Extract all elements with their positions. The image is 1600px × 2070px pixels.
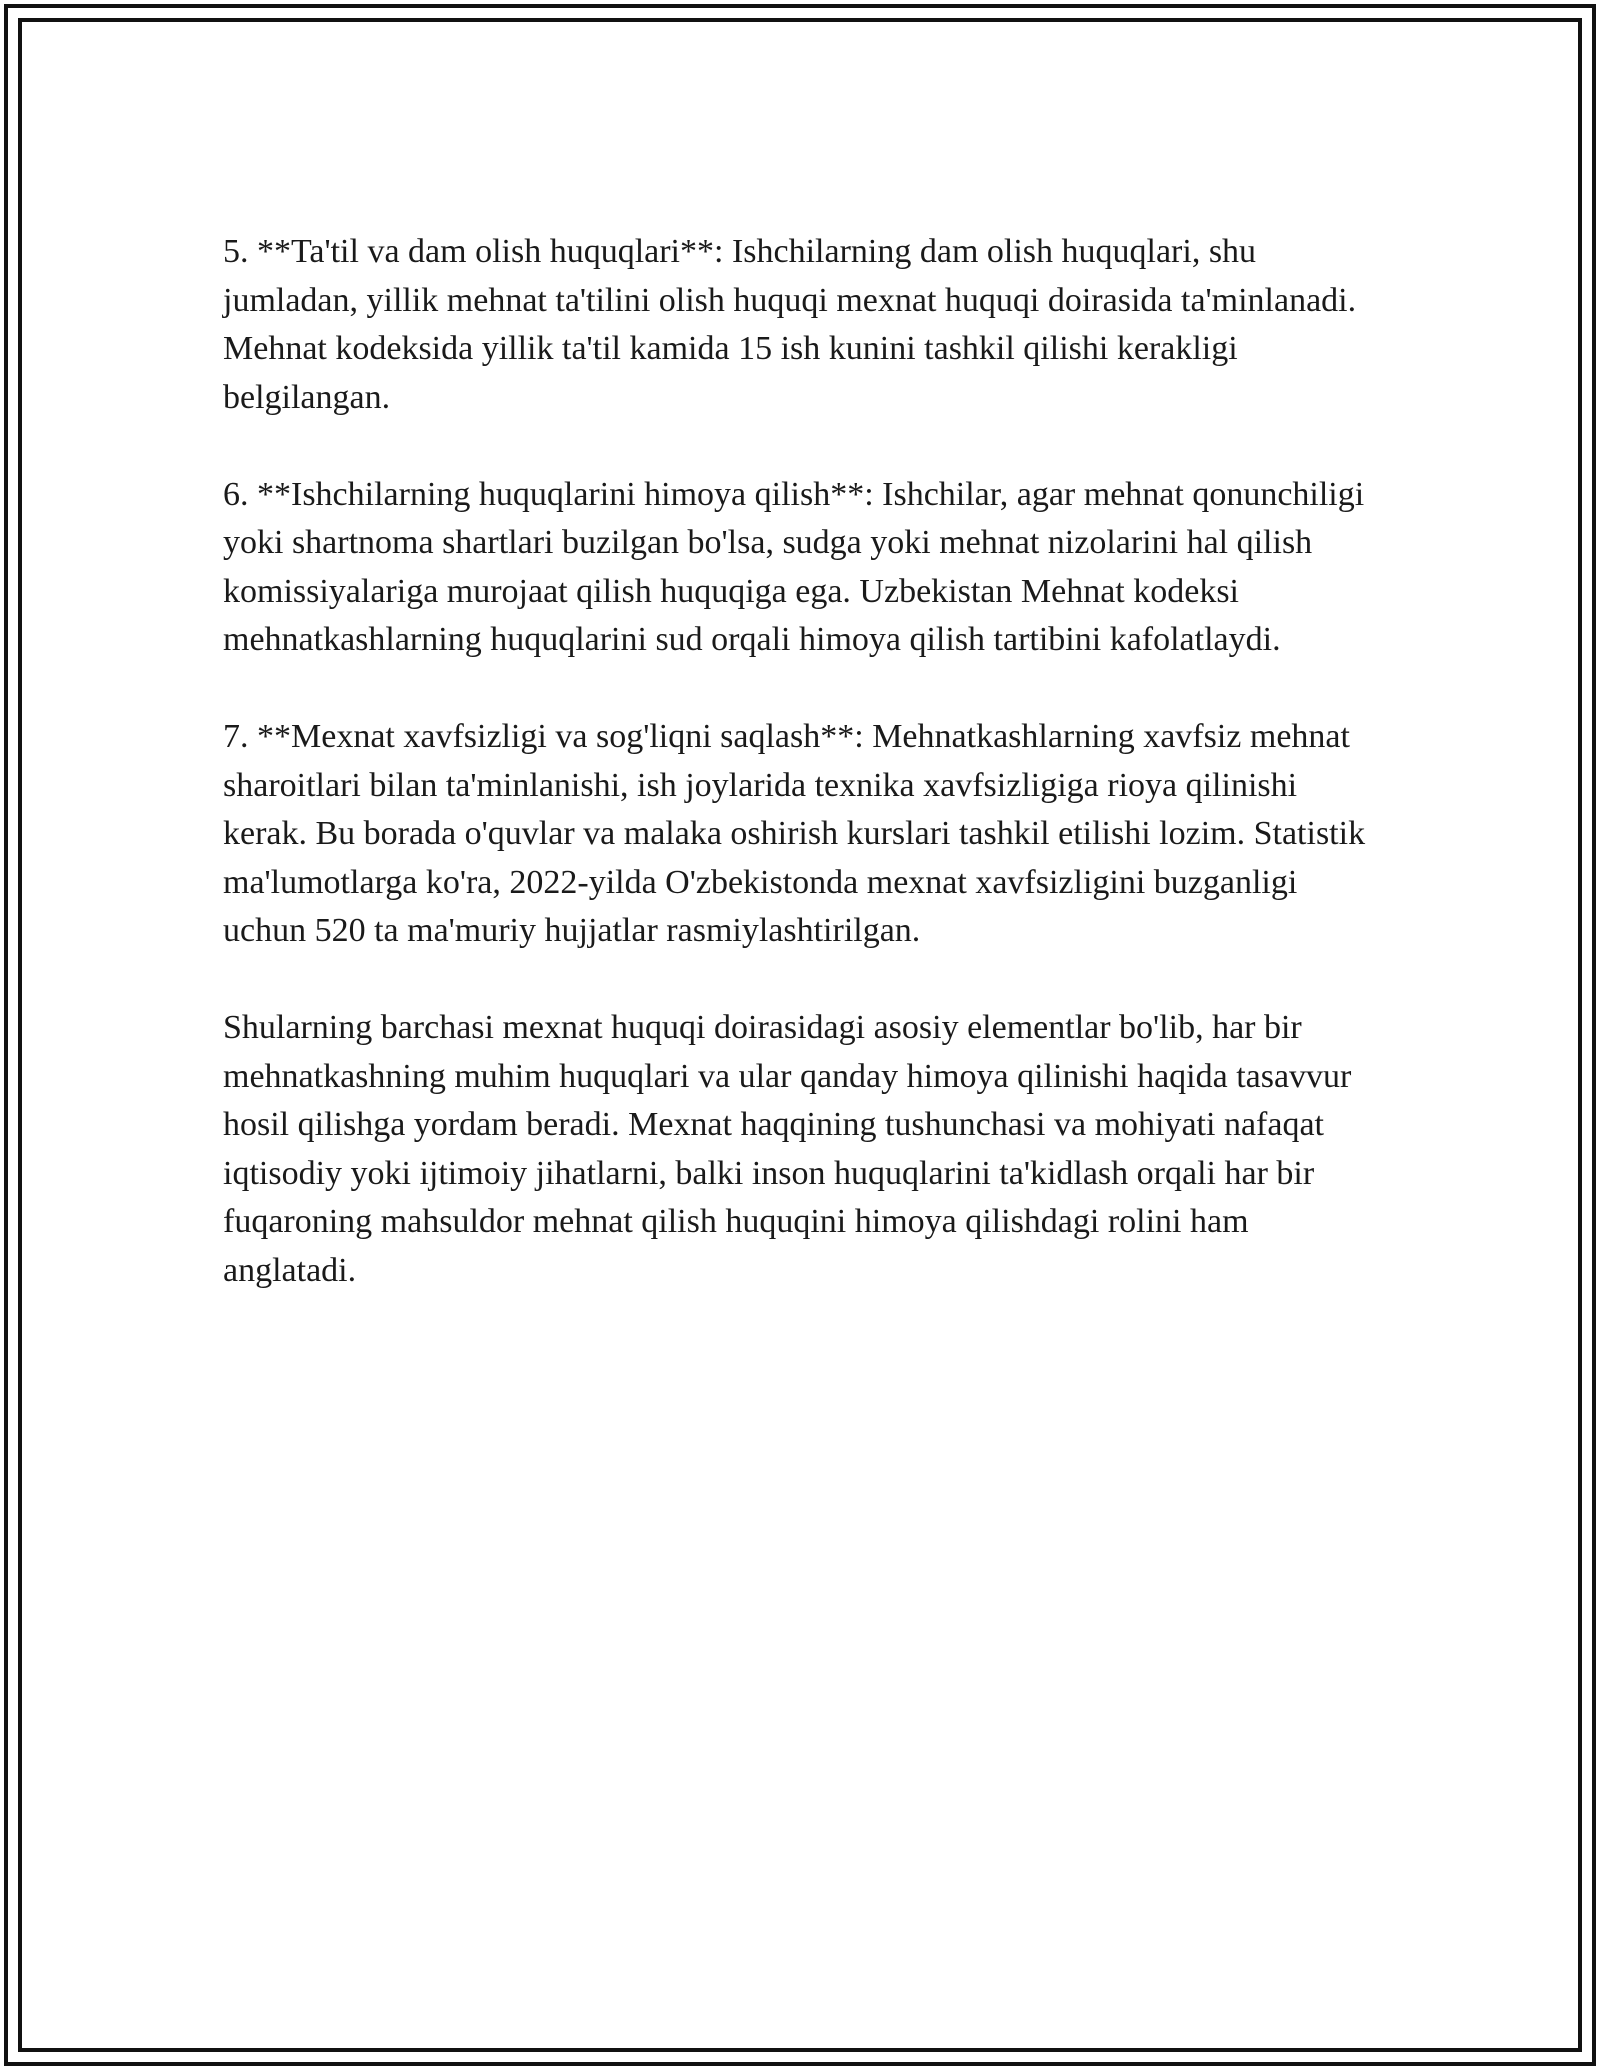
paragraph-rights-protection: 6. **Ishchilarning huquqlarini himoya qilish**: Ishchilar, agar mehnat qonunchiligi yoki shartnoma shartlari buzilgan bo'lsa, sudga yoki mehnat nizolarini hal qilish komissiyalariga murojaat qilish huquqiga ega. Uzbekistan Mehnat kodeksi mehnatkashlarning huquqlarini sud orqali himoya qilish tartibini kafolatlaydi. [223,475,1365,658]
paragraph-conclusion: Shularning barchasi mexnat huquqi doirasidagi asosiy elementlar bo'lib, har bir mehnatkashning muhim huquqlari va ular qanday himoya qilinishi haqida tasavvur hosil qilishga yordam beradi. Mexnat haqqining tushunchasi va mohiyati nafaqat iqtisodiy yoki ijtimoiy jihatlarni, balki inson huquqlarini ta'kidlash orqali har bir fuqaroning mahsuldor mehnat qilish huquqini himoya qilishdagi rolini ham anglatadi. [223,1009,1352,1289]
paragraph-labor-safety: 7. **Mexnat xavfsizligi va sog'liqni saqlash**: Mehnatkashlarning xavfsiz mehnat sharoitlari bilan ta'minlanishi, ish joylarida texnika xavfsizligiga rioya qilinishi kerak. Bu borada o'quvlar va malaka oshirish kurslari tashkil etilishi lozim. Statistik ma'lumotlarga ko'ra, 2022-yilda O'zbekistonda mexnat xavfsizligini buzganligi uchun 520 ta ma'muriy hujjatlar rasmiylashtirilgan. [223,718,1366,949]
paragraph-vacation-rights: 5. **Ta'til va dam olish huquqlari**: Ishchilarning dam olish huquqlari, shu jumladan, yillik mehnat ta'tilini olish huquqi mexnat huquqi doirasida ta'minlanadi. Mehnat kodeksida yillik ta'til kamida 15 ish kunini tashkil qilishi kerakligi belgilangan. [223,233,1357,416]
document-body [223,228,1383,1344]
